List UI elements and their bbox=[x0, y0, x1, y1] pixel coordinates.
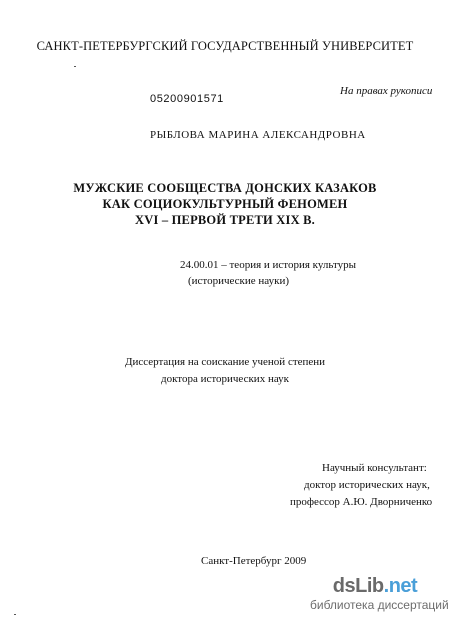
place-and-year: Санкт-Петербург 2009 bbox=[201, 555, 307, 567]
consultant-name: профессор А.Ю. Дворниченко bbox=[290, 496, 433, 508]
title-line-2: КАК СОЦИОКУЛЬТУРНЫЙ ФЕНОМЕН bbox=[102, 197, 348, 211]
watermark-logo bbox=[310, 575, 440, 598]
consultant-degree: доктор исторических наук, bbox=[304, 479, 430, 491]
title-line-3: XVI – ПЕРВОЙ ТРЕТИ XIX В. bbox=[134, 213, 316, 227]
scan-speck bbox=[74, 66, 76, 67]
dissertation-statement: Диссертация на соискание ученой степени bbox=[124, 356, 326, 368]
reference-number: 05200901571 bbox=[150, 93, 224, 105]
specialty-field: (исторические науки) bbox=[188, 275, 290, 287]
consultant-title: Научный консультант: bbox=[322, 462, 427, 474]
watermark-brand-main: dsLib bbox=[332, 575, 384, 597]
watermark-brand-tld: .net bbox=[383, 575, 418, 597]
watermark-subtitle: библиотека диссертаций bbox=[310, 598, 449, 612]
scan-speck bbox=[14, 614, 16, 615]
specialty-code: 24.00.01 – теория и история культуры bbox=[180, 259, 356, 271]
manuscript-note: На правах рукописи bbox=[340, 85, 433, 97]
title-line-1: МУЖСКИЕ СООБЩЕСТВА ДОНСКИХ КАЗАКОВ bbox=[73, 181, 377, 195]
degree-statement: доктора исторических наук bbox=[160, 373, 289, 385]
university-name: САНКТ-ПЕТЕРБУРГСКИЙ ГОСУДАРСТВЕННЫЙ УНИВЕРСИТЕТ bbox=[36, 39, 414, 53]
author-name: РЫБЛОВА МАРИНА АЛЕКСАНДРОВНА bbox=[150, 129, 366, 141]
